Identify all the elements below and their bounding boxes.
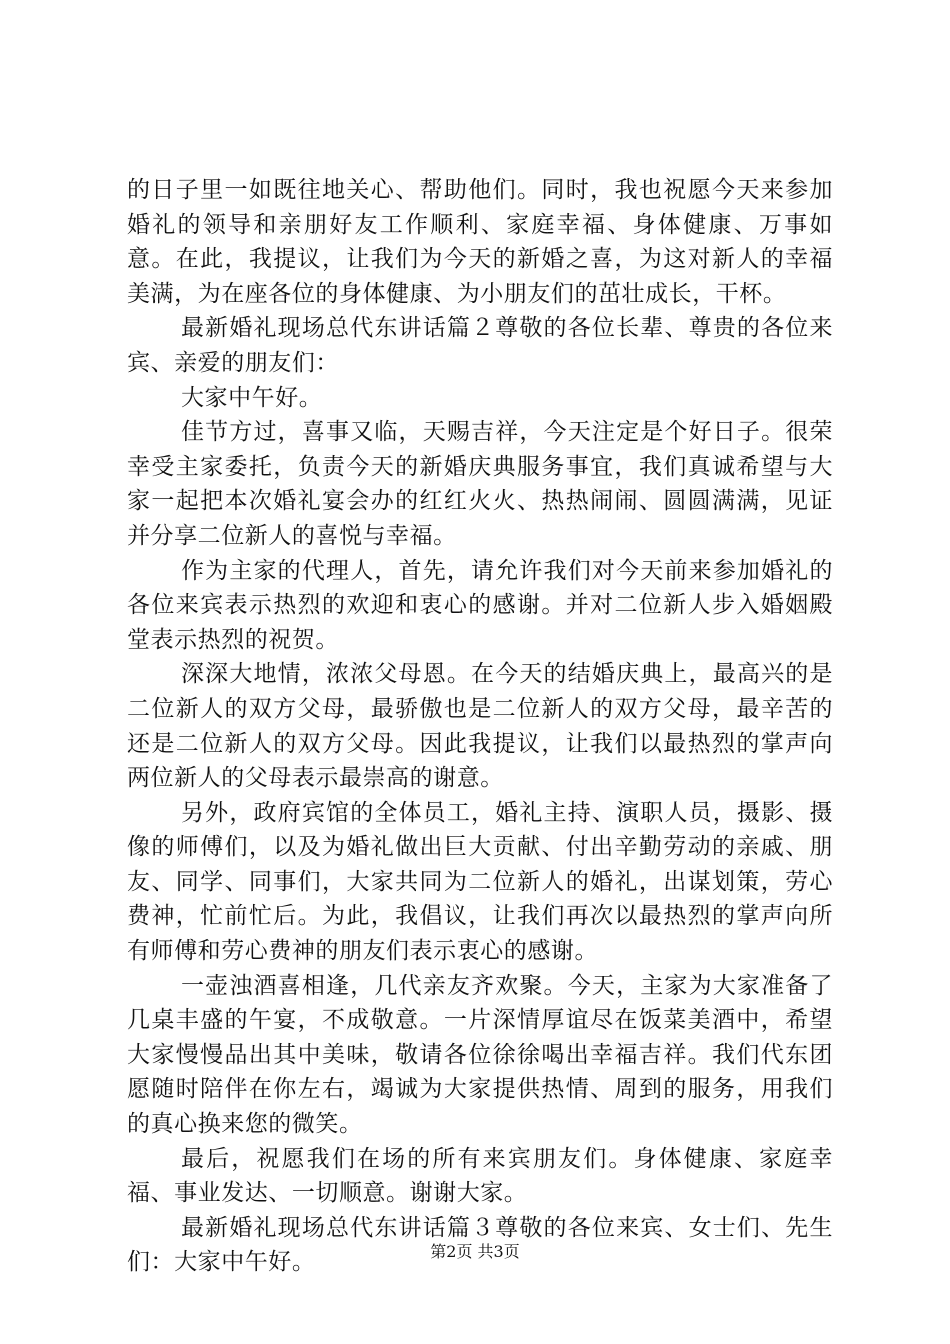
paragraph-welcome: 作为主家的代理人，首先，请允许我们对今天前来参加婚礼的各位来宾表示热烈的欢迎和衷心的感谢。并对二位新人步入婚姻殿堂表示热烈的祝贺。	[127, 557, 833, 653]
paragraph-banquet: 一壶浊酒喜相逢，几代亲友齐欢聚。今天，主家为大家准备了几桌丰盛的午宴，不成敬意。一片深情厚谊尽在饭菜美酒中，希望大家慢慢品出其中美味，敬请各位徐徐喝出幸福吉祥。我们代东团愿随时陪伴在你左右，竭诚为大家提供热情、周到的服务，用我们的真心换来您的微笑。	[127, 972, 833, 1138]
page-number-footer: 第2页 共3页	[430, 1242, 520, 1261]
paragraph-speech-3-heading: 最新婚礼现场总代东讲话篇３尊敬的各位来宾、女士们、先生们：大家中午好。	[127, 1214, 833, 1276]
paragraph-continued-toast: 的日子里一如既往地关心、帮助他们。同时，我也祝愿今天来参加婚礼的领导和亲朋好友工作顺利、家庭幸福、身体健康、万事如意。在此，我提议，让我们为今天的新婚之喜，为这对新人的幸福美满，为在座各位的身体健康、为小朋友们的茁壮成长，干杯。	[127, 177, 833, 307]
body-text	[127, 173, 833, 1280]
paragraph-closing-wishes: 最后，祝愿我们在场的所有来宾朋友们。身体健康、家庭幸福、事业发达、一切顺意。谢谢大家。	[127, 1145, 833, 1207]
paragraph-parents: 深深大地情，浓浓父母恩。在今天的结婚庆典上，最高兴的是二位新人的双方父母，最骄傲也是二位新人的双方父母，最辛苦的还是二位新人的双方父母。因此我提议，让我们以最热烈的掌声向两位新人的父母表示最崇高的谢意。	[127, 661, 833, 792]
paragraph-festive-day: 佳节方过，喜事又临，天赐吉祥，今天注定是个好日子。很荣幸受主家委托，负责今天的新婚庆典服务事宜，我们真诚希望与大家一起把本次婚礼宴会办的红红火火、热热闹闹、圆圆满满，见证并分享二位新人的喜悦与幸福。	[127, 419, 833, 549]
paragraph-greeting: 大家中午好。	[181, 384, 323, 411]
paragraph-speech-2-heading: 最新婚礼现场总代东讲话篇２尊敬的各位长辈、尊贵的各位来宾、亲爱的朋友们：	[127, 315, 833, 376]
paragraph-thanks-staff: 另外，政府宾馆的全体员工，婚礼主持、演职人员，摄影、摄像的师傅们，以及为婚礼做出巨大贡献、付出辛勤劳动的亲戚、朋友、同学、同事们，大家共同为二位新人的婚礼，出谋划策，劳心费神，忙前忙后。为此，我倡议，让我们再次以最热烈的掌声向所有师傅和劳心费神的朋友们表示衷心的感谢。	[127, 799, 833, 965]
